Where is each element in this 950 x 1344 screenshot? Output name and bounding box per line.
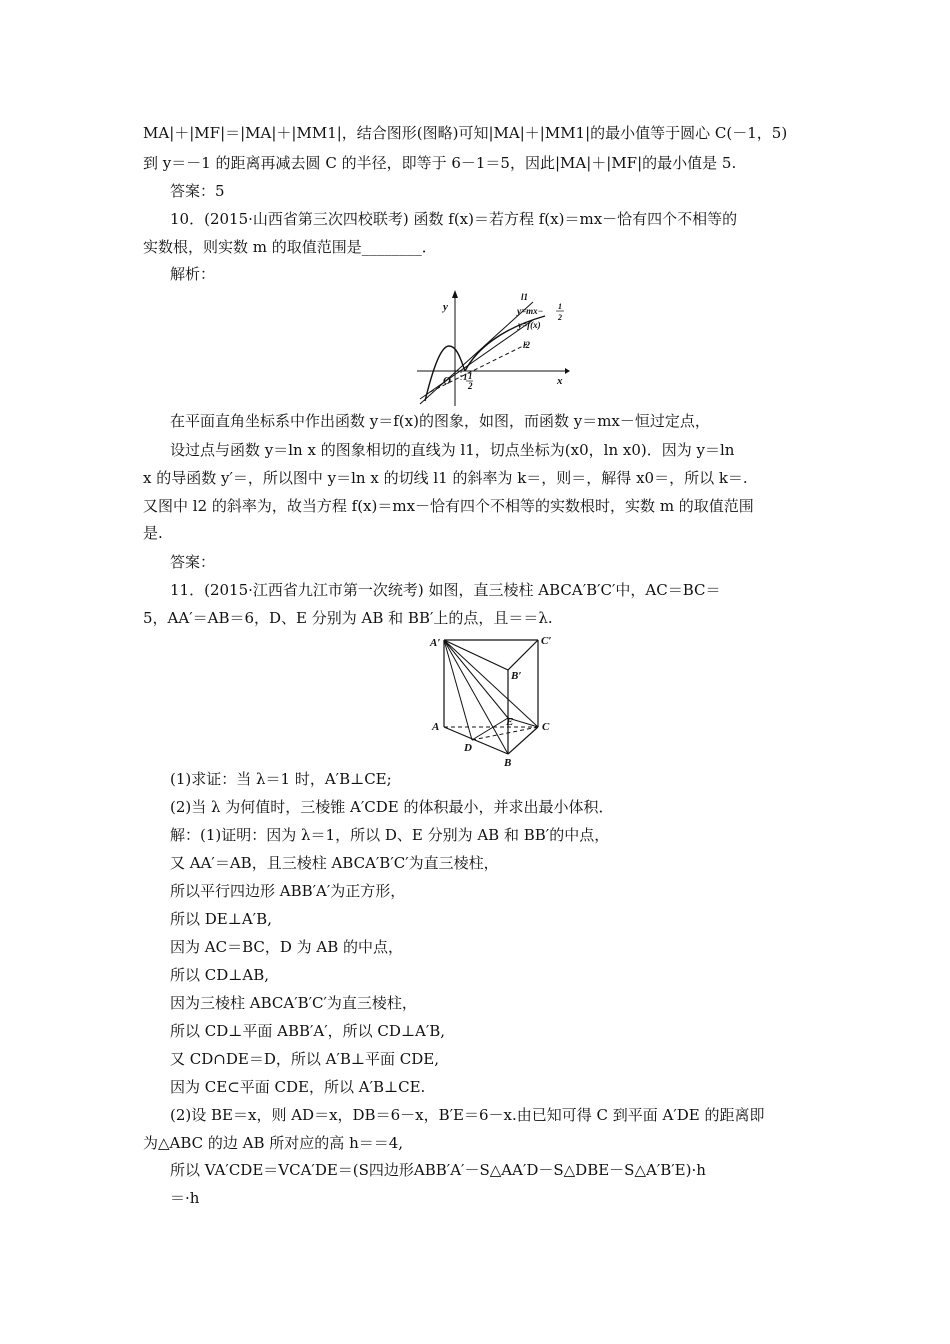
solution-line: 所以 CD⊥AB, [170,966,270,984]
solution-line: 所以 CD⊥平面 ABB′A′，所以 CD⊥A′B, [170,1022,446,1040]
text-line: 在平面直角坐标系中作出函数 y＝f(x)的图象，如图，而函数 y＝mx－恒过定点， [170,412,710,430]
solution-line: 因为三棱柱 ABCA′B′C′为直三棱柱， [170,994,417,1012]
x-axis-label: x [557,375,563,387]
point-d: D [464,742,472,754]
vertex-a-prime: A′ [430,637,441,649]
function-graph-figure [415,288,570,406]
solution-line: 因为 AC＝BC，D 为 AB 的中点， [170,938,404,956]
solution-line: 因为 CE⊂平面 CDE，所以 A′B⊥CE. [170,1078,426,1096]
line-equation-label: y=mx− [517,306,544,316]
text-line: 实数根，则实数 m 的取值范围是________． [143,238,437,256]
point-e: E [506,716,514,728]
text-line: 5，AA′＝AB＝6，D、E 分别为 AB 和 BB′上的点，且＝＝λ. [143,609,553,627]
tick-half-den: 2 [468,381,473,391]
line-l2-label: l2 [523,340,531,350]
solution-line: ＝·h [170,1189,200,1207]
text-line: 到 y＝－1 的距离再减去圆 C 的半径，即等于 6－1＝5，因此|MA|＋|MF|的最小值是 5. [143,154,737,172]
text-line: 是. [143,524,163,542]
vertex-b: B [504,757,512,768]
line-frac-num: 1 [558,302,562,311]
line-frac-den: 2 [558,313,562,322]
text-line: MA|＋|MF|＝|MA|＋|MM1|，结合图形(图略)可知|MA|＋|MM1|的最小值等于圆心 C(－1，5) [143,124,788,142]
tick-half-num: 1 [468,371,473,381]
problem-10: 10．(2015·山西省第三次四校联考) 函数 f(x)＝若方程 f(x)＝mx－恰有四个不相等的 [170,210,738,228]
fx-label: y=f(x) [518,320,541,330]
vertex-c: C [542,721,550,733]
solution-line: 所以 VA′CDE＝VCA′DE＝(S四边形ABB′A′－S△AA′D－S△DBE－S△A′B′E)·h [170,1161,706,1179]
line-l1-label: l1 [521,292,529,302]
answer-line: 答案：5 [170,182,225,200]
text-line: 设过点与函数 y＝ln x 的图象相切的直线为 l1，切点坐标为(x0，ln x0)．因为 y＝ln [170,441,735,459]
tick-label-1: 1 [463,372,468,382]
vertex-b-prime: B′ [511,670,522,682]
solution-line: 所以 DE⊥A′B, [170,910,272,928]
vertex-c-prime: C′ [541,635,552,647]
solution-line: 为△ABC 的边 AB 所对应的高 h＝＝4, [143,1134,404,1152]
origin-label: O [443,375,451,387]
text-line: 又图中 l2 的斜率为，故当方程 f(x)＝mx－恰有四个不相等的实数根时，实数 m 的取值范围 [143,497,754,515]
prism-figure [428,632,562,768]
question-part-2: (2)当 λ 为何值时，三棱锥 A′CDE 的体积最小，并求出最小体积． [170,798,614,816]
question-part-1: (1)求证：当 λ＝1 时，A′B⊥CE; [170,770,392,788]
solution-line: 又 CD∩DE＝D，所以 A′B⊥平面 CDE, [170,1050,439,1068]
solution-line: 解：(1)证明：因为 λ＝1，所以 D、E 分别为 AB 和 BB′的中点， [170,826,610,844]
solution-line: 又 AA′＝AB，且三棱柱 ABCA′B′C′为直三棱柱， [170,854,499,872]
answer-line: 答案： [170,553,216,571]
analysis-label: 解析： [170,265,216,283]
text-line: x 的导函数 y′＝，所以图中 y＝ln x 的切线 l1 的斜率为 k＝，则＝，解得 x0＝，所以 k＝. [143,469,748,487]
problem-11: 11．(2015·江西省九江市第一次统考) 如图，直三棱柱 ABCA′B′C′中，AC＝BC＝ [170,581,721,599]
solution-line: 所以平行四边形 ABB′A′为正方形， [170,882,406,900]
vertex-a: A [432,721,440,733]
solution-line: (2)设 BE＝x，则 AD＝x，DB＝6－x，B′E＝6－x.由已知可得 C 到平面 A′DE 的距离即 [170,1106,765,1124]
y-axis-label: y [443,301,448,313]
